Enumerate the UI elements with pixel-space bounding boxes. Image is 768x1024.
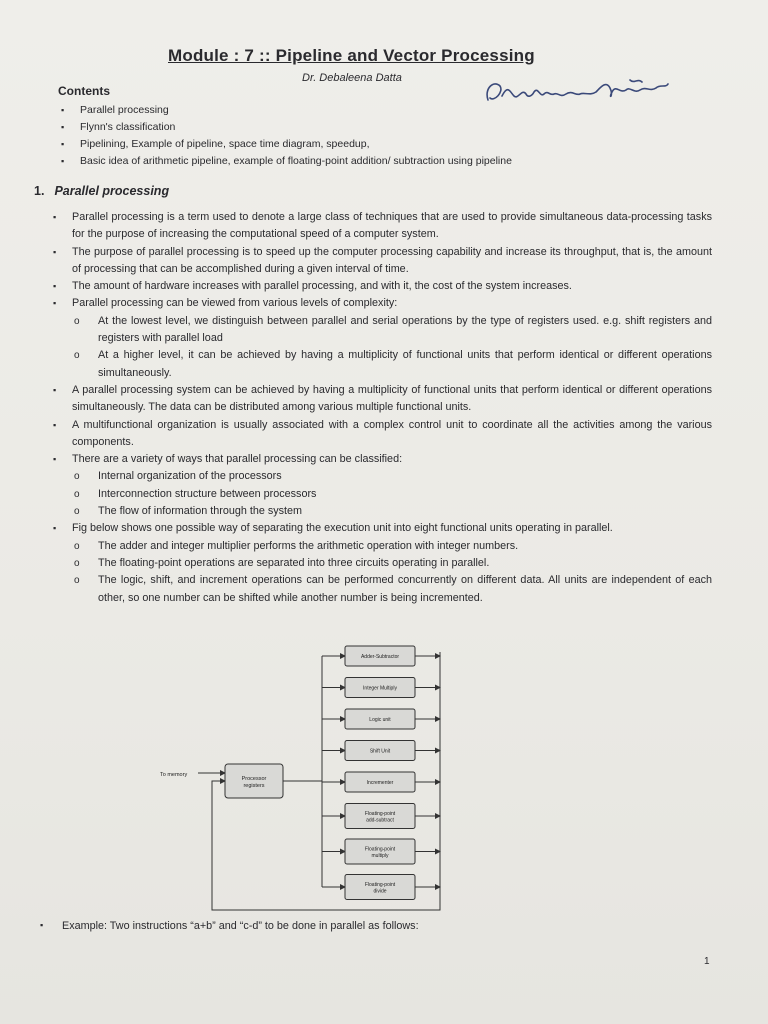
author-name: Dr. Debaleena Datta	[302, 72, 402, 84]
to-memory-label: To memory	[160, 772, 188, 778]
functional-unit	[345, 839, 415, 864]
functional-unit	[345, 709, 415, 729]
sub-bullet-point: o The logic, shift, and increment operations can be performed concurrently on different data. All units are independent of each other, so one number can be shifted while another number is being incremented.	[48, 572, 712, 607]
functional-unit	[345, 646, 415, 666]
functional-unit-label: add-subtract	[366, 817, 394, 824]
section-title: Parallel processing	[54, 184, 170, 198]
functional-unit-label: multiply	[371, 852, 389, 859]
functional-unit-label: Floating-point	[364, 846, 396, 853]
contents-item: ▪ Basic idea of arithmetic pipeline, example of floating-point addition/ subtraction using pipeline	[58, 153, 698, 170]
contents-heading: Contents	[58, 84, 110, 98]
section-heading	[34, 184, 169, 198]
document-title: Module : 7 :: Pipeline and Vector Processing	[168, 46, 535, 65]
sub-bullet-point: o The flow of information through the system	[48, 503, 712, 520]
functional-unit	[345, 875, 415, 900]
functional-unit-label: Logic unit	[369, 717, 391, 723]
contents-item: ▪ Parallel processing	[58, 102, 698, 119]
functional-unit-label: Shift Unit	[369, 748, 391, 755]
bullet-point: ▪ Parallel processing is a term used to denote a large class of techniques that are used to provide simultaneous data-processing tasks for the purpose of increasing the computational speed of a computer system.	[48, 209, 712, 244]
functional-unit	[345, 741, 415, 761]
functional-unit-label: Adder-Subtractor	[360, 654, 400, 660]
processor-label-line1: Processor	[241, 776, 267, 782]
sub-bullet-point: o The floating-point operations are separated into three circuits operating in parallel.	[48, 555, 712, 572]
functional-unit	[345, 678, 415, 698]
bullet-point: ▪ Parallel processing can be viewed from various levels of complexity:	[48, 295, 712, 312]
bullet-point: ▪ Fig below shows one possible way of separating the execution unit into eight functional units operating in parallel.	[48, 520, 712, 537]
contents-item: ▪ Flynn's classification	[58, 119, 698, 136]
bullet-point: ▪ A parallel processing system can be achieved by having a multiplicity of functional units that perform identical or different operations simultaneously. The data can be distributed among various multiple functional units.	[48, 382, 712, 417]
bullet-point: ▪ The purpose of parallel processing is to speed up the computer processing capability and increase its throughput, that is, the amount of processing that can be accomplished during a given interval of time.	[48, 244, 712, 279]
bullet-point: ▪ A multifunctional organization is usually associated with a complex control unit to coordinate all the activities among the various components.	[48, 417, 712, 452]
diagram-units	[345, 646, 415, 900]
functional-unit-label: Incrementer	[366, 780, 394, 786]
bullet-point: ▪ The amount of hardware increases with parallel processing, and with it, the cost of the system increases.	[48, 278, 712, 295]
sub-bullet-point: o Interconnection structure between processors	[48, 486, 712, 503]
processor-block	[225, 764, 283, 798]
functional-units-diagram	[150, 640, 590, 920]
page-number: 1	[704, 956, 710, 967]
sub-bullet-point: o Internal organization of the processors	[48, 468, 712, 485]
functional-unit-label: divide	[373, 888, 387, 895]
section-number: 1.	[34, 184, 45, 198]
functional-unit	[345, 772, 415, 792]
functional-unit	[345, 804, 415, 829]
functional-unit-label: Floating-point	[364, 881, 396, 888]
contents-item: ▪ Pipelining, Example of pipeline, space time diagram, speedup,	[58, 136, 698, 153]
example-bullet: ▪ Example: Two instructions “a+b” and “c-d” to be done in parallel as follows:	[34, 920, 682, 932]
sub-bullet-point: o At a higher level, it can be achieved by having a multiplicity of functional units that perform identical or different operations simultaneously.	[48, 347, 712, 382]
sub-bullet-point: o At the lowest level, we distinguish between parallel and serial operations by the type of registers used. e.g. shift registers and registers with parallel load	[48, 313, 712, 348]
bullet-point: ▪ There are a variety of ways that parallel processing can be classified:	[48, 451, 712, 468]
functional-unit-label: Floating-point	[364, 810, 396, 817]
sub-bullet-point: o The adder and integer multiplier performs the arithmetic operation with integer numbers.	[48, 538, 712, 555]
processor-label-line2: registers	[243, 783, 265, 789]
contents-list	[58, 102, 698, 170]
section-body	[48, 209, 712, 607]
functional-unit-label: Integer Multiply	[363, 685, 397, 692]
